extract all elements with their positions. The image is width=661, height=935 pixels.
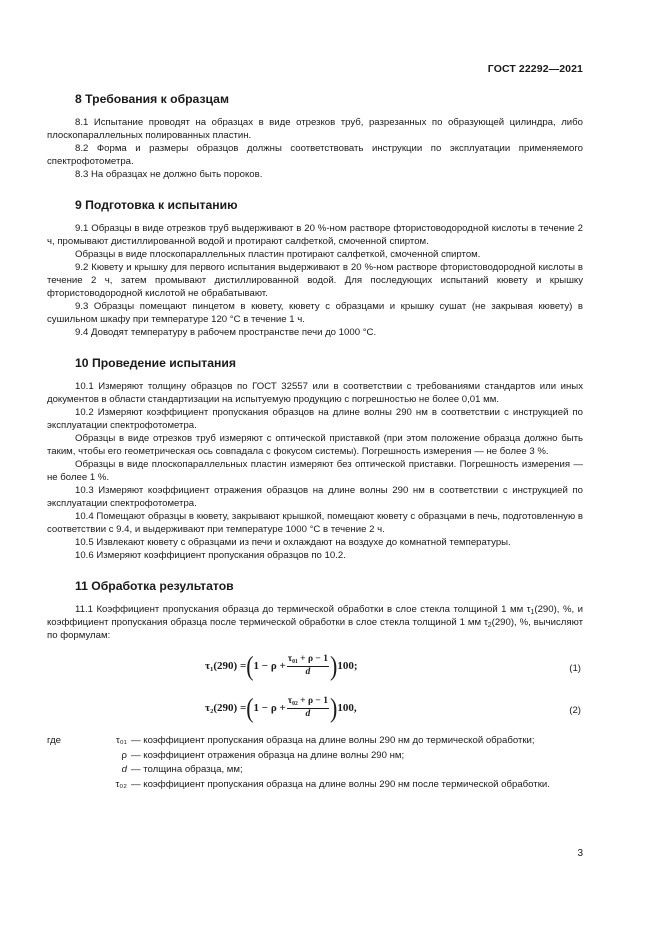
definition-text: — коэффициент отражения образца на длине волны 290 нм; xyxy=(131,749,405,761)
formula-2-denominator: d xyxy=(305,709,311,719)
formula-1-number: (1) xyxy=(569,663,581,674)
formula-1-lhs: τ₁(290) = xyxy=(205,659,247,672)
formula-2-lhs: τ₂(290) = xyxy=(205,701,247,714)
paragraph-9-4: 9.4 Доводят температуру в рабочем пространстве печи до 1000 °С. xyxy=(75,327,377,338)
paragraph-10-1: 10.1 Измеряют толщину образцов по ГОСТ 32557 или в соответствии с требованиями стандартов или иных документов в области стандартизации на испытуемую продукцию с погрешностью не более 0,01 мм. xyxy=(47,381,583,405)
paragraph-10-2: 10.2 Измеряют коэффициент пропускания образцов на длине волны 290 нм в соответствии с инструкцией по эксплуатации спектрофотометра. xyxy=(47,407,583,431)
paragraph-10-6: 10.6 Измеряют коэффициент пропускания образцов по 10.2. xyxy=(75,550,346,561)
section-10-title: 10 Проведение испытания xyxy=(75,356,236,370)
formula-1-post: 100; xyxy=(337,659,358,672)
formula-2-pre: 1 − ρ + xyxy=(253,701,286,714)
section-9-title: 9 Подготовка к испытанию xyxy=(75,198,238,212)
formula-2-fraction xyxy=(287,696,329,720)
paragraph-9-1: 9.1 Образцы в виде отрезков труб выдерживают в 20 %-ном растворе фтористоводородной кислоты в течение 2 ч, промывают дистиллированной водой и протирают салфеткой, смоченной спиртом. xyxy=(47,223,583,247)
formula-1-expression: τ₁(290) = ( 1 − ρ + $\frac{\text{τ₀₁ + ρ − 1}}{d}$ ) 100; xyxy=(205,649,358,681)
paragraph-9-1-b: Образцы в виде плоскопараллельных пластин протирают салфеткой, смоченной спиртом. xyxy=(75,249,481,260)
symbol-definitions xyxy=(47,734,583,792)
definition-symbol: d xyxy=(121,764,127,775)
definition-row xyxy=(47,749,583,764)
paragraph-9-2: 9.2 Кювету и крышку для первого испытания выдерживают в 20 %-ном растворе фтористоводородной кислоты в течение 2 ч, затем промывают дистиллированной водой. Для последующих испытаний кювету и крышку фтористоводородной кислотой не обрабатывают. xyxy=(47,262,583,299)
formula-1-denominator: d xyxy=(305,667,311,677)
formula-2-post: 100, xyxy=(337,701,357,714)
definition-text: — коэффициент пропускания образца на длине волны 290 нм до термической обработки; xyxy=(131,735,535,746)
definition-row xyxy=(47,763,583,778)
definition-text: — толщина образца, мм; xyxy=(131,764,243,775)
definition-row xyxy=(47,778,583,793)
formula-1 xyxy=(47,650,583,686)
formula-2-number: (2) xyxy=(569,705,581,716)
paragraph-8-3: 8.3 На образцах не должно быть пороков. xyxy=(75,169,263,180)
definition-symbol: τ₀₁ xyxy=(115,735,127,746)
paragraph-8-1: 8.1 Испытание проводят на образцах в виде отрезков труб, разрезанных по образующей цилиндра, либо плоскопараллельных полированных пластин. xyxy=(47,117,583,141)
document-body xyxy=(47,90,583,792)
formula-2 xyxy=(47,692,583,728)
paragraph-9-3: 9.3 Образцы помещают пинцетом в кювету, кювету с образцами и крышку сушат (не закрывая кювету) в сушильном шкафу при температуре 120 °С в течение 1 ч. xyxy=(47,301,583,325)
paragraph-10-4: 10.4 Помещают образцы в кювету, закрывают крышкой, помещают кювету с образцами в печь, подготовленную в соответствии с 9.4, и выдерживают при температуре 1000 °С в течение 2 ч. xyxy=(47,511,583,535)
section-11-title: 11 Обработка результатов xyxy=(75,579,234,593)
paragraph-10-3: 10.3 Измеряют коэффициент отражения образцов на длине волны 290 нм в соответствии с инструкцией по эксплуатации спектрофотометра. xyxy=(47,485,583,509)
formula-1-pre: 1 − ρ + xyxy=(253,659,286,672)
document-code-header: ГОСТ 22292—2021 xyxy=(487,63,583,75)
definition-text: — коэффициент пропускания образца на длине волны 290 нм после термической обработки. xyxy=(131,778,550,790)
formula-1-numerator: τ₀₁ + ρ − 1 xyxy=(287,654,329,667)
definition-symbol: ρ xyxy=(121,749,127,761)
paragraph-11-1: 11.1 Коэффициент пропускания образца до термической обработки в слое стекла толщиной 1 мм $\tau_1(290)$, %, и коэффициент пропускания образца после термической обработки в слое стекла толщиной 1 мм $\tau_2(290)$, %, вычисляют по формулам: xyxy=(47,604,583,641)
section-8-title: 8 Требования к образцам xyxy=(75,92,229,106)
formula-2-numerator: τ₀₂ + ρ − 1 xyxy=(287,696,329,709)
formula-2-expression: τ₂(290) = ( 1 − ρ + $\frac{\text{τ₀₂ + ρ − 1}}{d}$ ) 100, xyxy=(205,691,357,723)
paragraph-10-2-b: Образцы в виде отрезков труб измеряют с оптической приставкой (при этом положение образца должно быть таким, чтобы его геометрическая ось совпадала с фокусом системы). Погрешность измерения — не более 3 %. xyxy=(47,433,583,457)
definition-symbol: τ₀₂ xyxy=(115,778,127,790)
paragraph-10-5: 10.5 Извлекают кювету с образцами из печи и охлаждают на воздухе до комнатной температуры. xyxy=(75,537,511,548)
formula-1-fraction xyxy=(287,654,329,678)
page-number: 3 xyxy=(577,848,583,859)
paragraph-8-2: 8.2 Форма и размеры образцов должны соответствовать инструкции по эксплуатации применяемого спектрофотометра. xyxy=(47,143,583,167)
definition-row: где τ₀₁ — коэффициент пропускания образца на длине волны 290 нм до термической обработки; xyxy=(47,734,583,749)
paragraph-10-2-c: Образцы в виде плоскопараллельных пластин измеряют без оптической приставки. Погрешность измерения — не более 1 %. xyxy=(47,459,583,483)
